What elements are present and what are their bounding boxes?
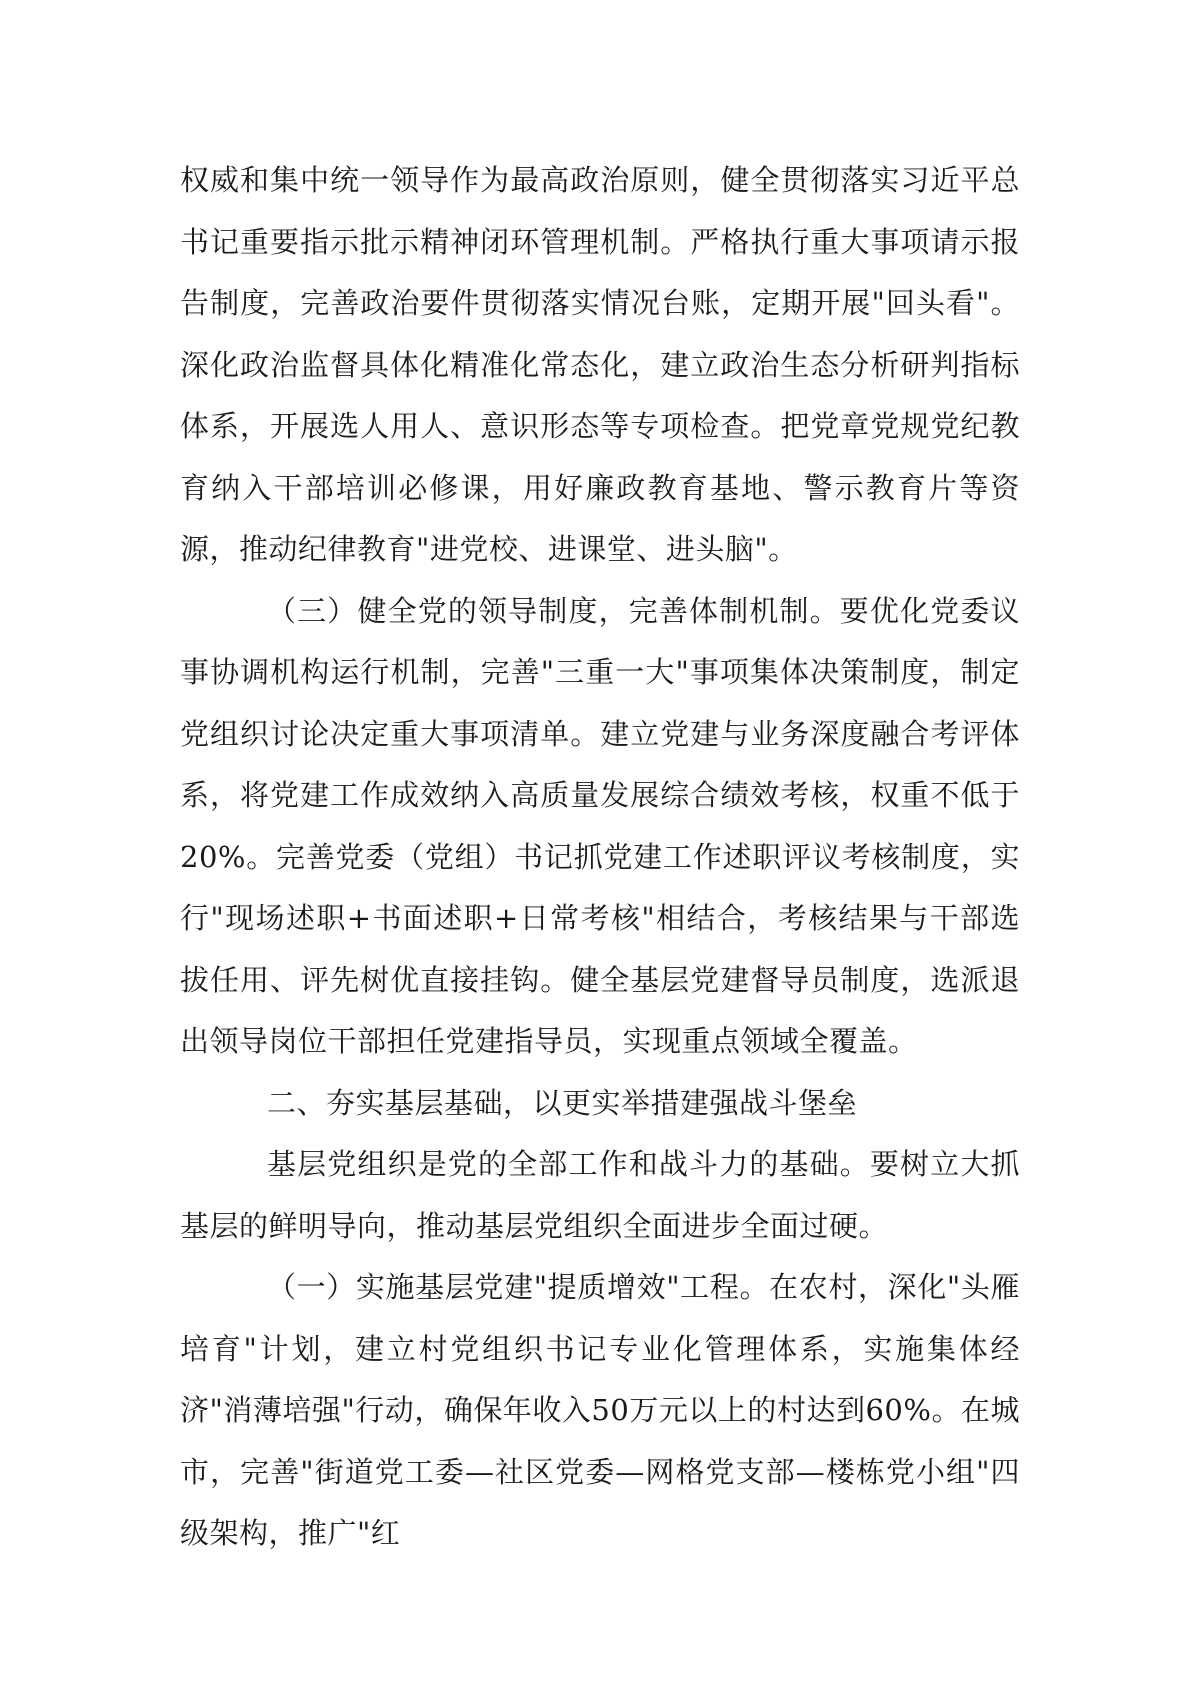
paragraph-subsection-1: （一）实施基层党建"提质增效"工程。在农村，深化"头雁培育"计划，建立村党组织书记专业化管理体系，实施集体经济"消薄培强"行动，确保年收入50万元以上的村达到60%。在城市，完善"街道党工委—社区党委—网格党支部—楼栋党小组"四级架构，推广"红	[180, 1270, 1020, 1550]
document-body	[180, 150, 1020, 1565]
paragraph-continuation: 权威和集中统一领导作为最高政治原则，健全贯彻落实习近平总书记重要指示批示精神闭环管理机制。严格执行重大事项请示报告制度，完善政治要件贯彻落实情况台账，定期开展"回头看"。深化政治监督具体化精准化常态化，建立政治生态分析研判指标体系，开展选人用人、意识形态等专项检查。把党章党规党纪教育纳入干部培训必修课，用好廉政教育基地、警示教育片等资源，推动纪律教育"进党校、进课堂、进头脑"。	[180, 163, 1020, 566]
section-heading-2: 二、夯实基层基础，以更实举措建强战斗堡垒	[267, 1085, 858, 1120]
paragraph-section-3: （三）健全党的领导制度，完善体制机制。要优化党委议事协调机构运行机制，完善"三重一大"事项集体决策制度，制定党组织讨论决定重大事项清单。建立党建与业务深度融合考评体系，将党建工作成效纳入高质量发展综合绩效考核，权重不低于20%。完善党委（党组）书记抓党建工作述职评议考核制度，实行"现场述职+书面述职+日常考核"相结合，考核结果与干部选拔任用、评先树优直接挂钩。健全基层党建督导员制度，选派退出领导岗位干部担任党建指导员，实现重点领域全覆盖。	[180, 593, 1020, 1058]
paragraph-intro: 基层党组织是党的全部工作和战斗力的基础。要树立大抓基层的鲜明导向，推动基层党组织全面进步全面过硬。	[180, 1147, 1020, 1243]
